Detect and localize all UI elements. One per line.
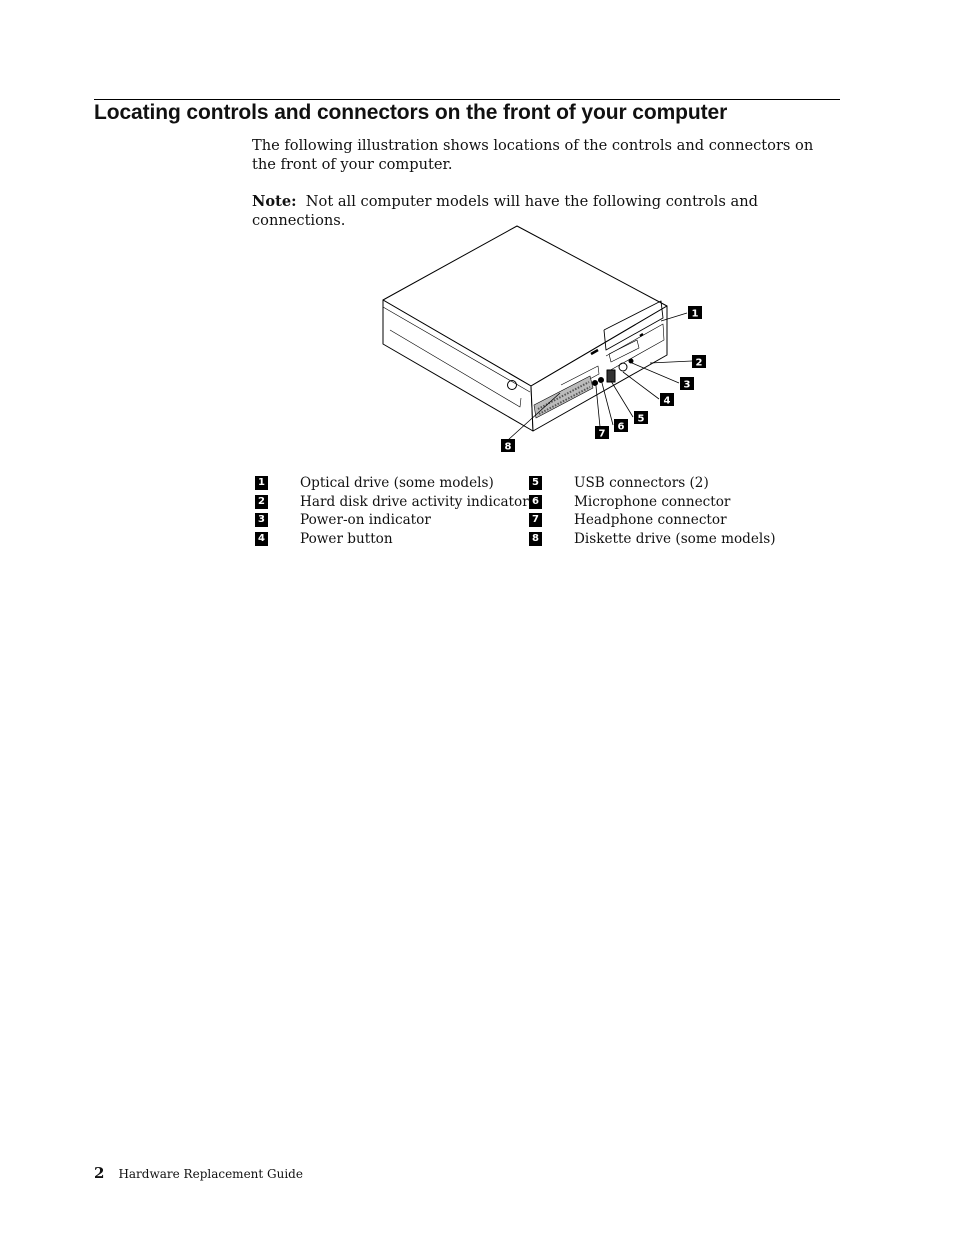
page-footer	[94, 1163, 303, 1182]
legend-number-badge: 5	[529, 476, 542, 490]
legend-label: Hard disk drive activity indicator	[300, 493, 529, 510]
callout-badge-2	[692, 355, 706, 369]
book-title: Hardware Replacement Guide	[118, 1167, 303, 1181]
callout-label: 6	[617, 421, 625, 433]
computer-front-illustration	[380, 222, 710, 452]
page-number: 2	[94, 1164, 105, 1182]
callout-label: 4	[663, 395, 671, 407]
callout-badge-3	[680, 377, 694, 391]
callout-badge-5	[634, 411, 648, 425]
note-text: Not all computer models will have the following controls and connections.	[252, 193, 758, 229]
callout-badge-1	[688, 306, 702, 320]
legend-number-badge: 6	[529, 495, 542, 509]
intro-paragraph: The following illustration shows locations of the controls and connectors on the front of your computer.	[252, 137, 814, 173]
callout-label: 2	[695, 357, 703, 369]
legend-label: Power button	[300, 531, 393, 548]
legend-number-badge: 3	[255, 513, 268, 527]
callout-label: 5	[637, 413, 645, 425]
legend-number-badge: 7	[529, 513, 542, 527]
callout-badge-6	[614, 419, 628, 433]
callout-badge-7	[595, 426, 609, 440]
legend-label: Optical drive (some models)	[300, 475, 494, 491]
legend-number-badge: 8	[529, 532, 542, 546]
legend-label: Headphone connector	[574, 512, 727, 529]
legend-label: Power-on indicator	[300, 512, 431, 529]
callout-label: 1	[691, 308, 699, 320]
callout-label: 8	[504, 441, 512, 452]
legend-label: Microphone connector	[574, 493, 731, 510]
callout-badge-8	[501, 439, 515, 452]
legend-number-badge: 4	[255, 532, 268, 546]
legend-label: USB connectors (2)	[574, 475, 709, 491]
heading-rule	[94, 99, 840, 100]
callout-badge-4	[660, 393, 674, 407]
legend-number-badge: 2	[255, 495, 268, 509]
note-label: Note:	[252, 193, 297, 210]
legend-label: Diskette drive (some models)	[574, 531, 776, 548]
legend-number-badge: 1	[255, 476, 268, 490]
callout-label: 7	[598, 428, 606, 440]
computer-case-drawing	[383, 226, 667, 431]
callout-label: 3	[683, 379, 691, 391]
page-title: Locating controls and connectors on the front of your computer	[94, 101, 728, 124]
